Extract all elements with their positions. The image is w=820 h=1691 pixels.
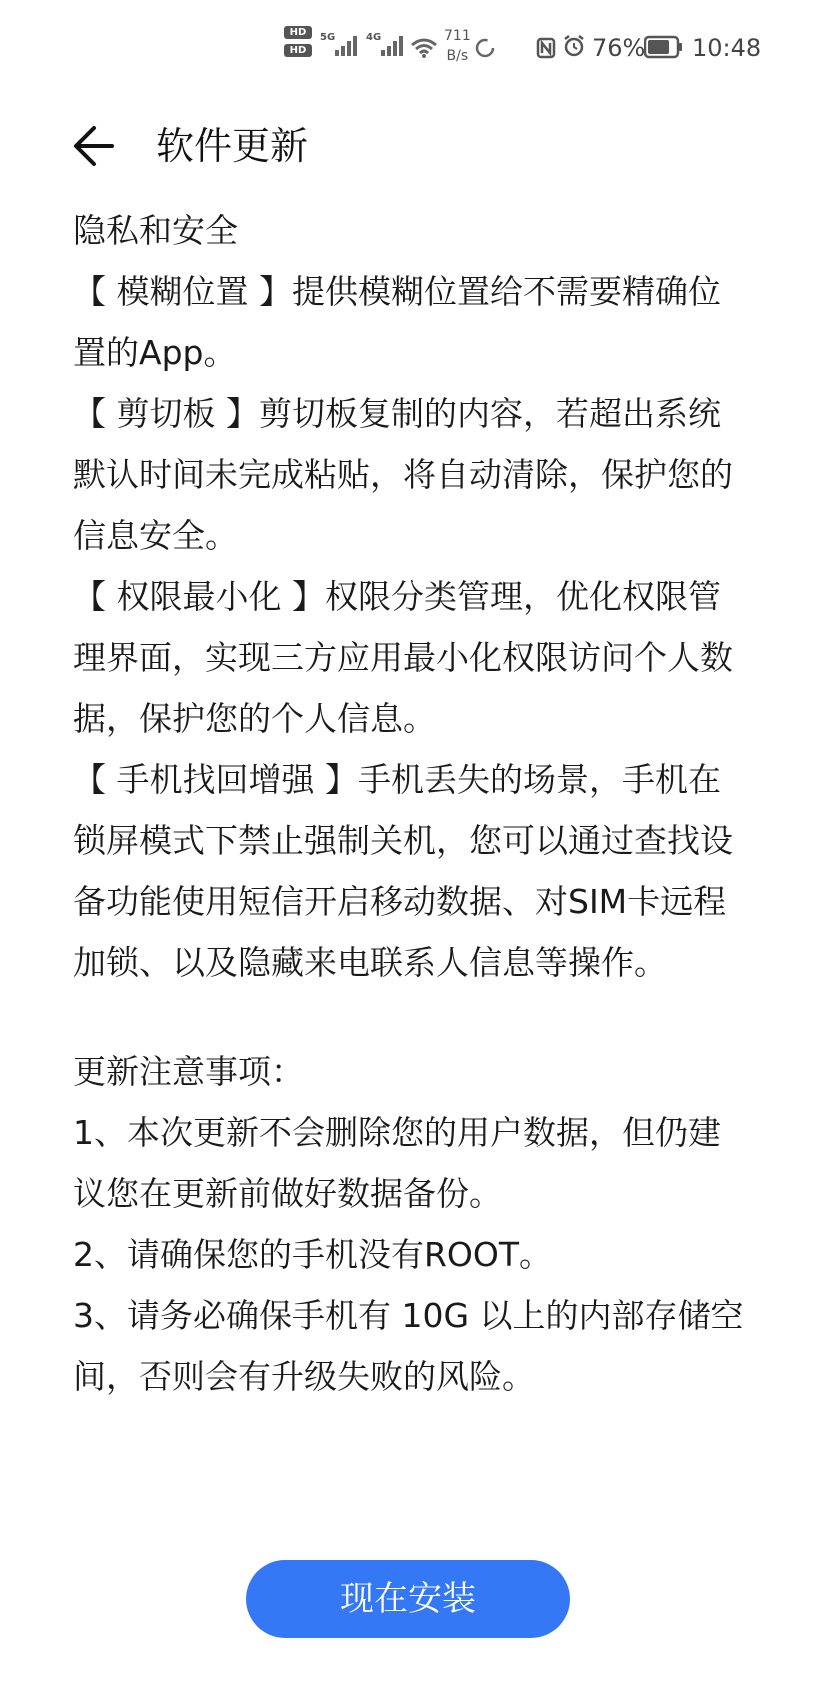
status-bar [0,0,820,94]
app-header [0,94,820,210]
notes-item: 2、请确保您的手机没有ROOT。 [73,1235,553,1274]
arrow-left-icon [64,114,128,178]
release-notes[interactable] [73,200,753,1500]
clock-time: 10:48 [692,34,762,62]
privacy-item: 【 剪切板 】剪切板复制的内容，若超出系统默认时间未完成粘贴，将自动清除，保护您的信息安全。 [73,394,733,555]
notes-item: 1、本次更新不会删除您的用户数据，但仍建议您在更新前做好数据备份。 [73,1113,721,1213]
nfc-icon [536,36,556,60]
back-button[interactable] [64,114,128,178]
wifi-icon [410,36,438,60]
sync-icon [474,36,496,60]
signal-icon [334,34,360,58]
page-title: 软件更新 [156,124,309,168]
privacy-item: 【 模糊位置 】提供模糊位置给不需要精确位置的App。 [73,272,721,372]
battery-percent: 76% [592,34,646,62]
notes-item: 3、请务必确保手机有 10G 以上的内部存储空间，否则会有升级失败的风险。 [73,1296,744,1396]
hd-badge-sim1: HD [284,26,312,39]
hd-indicators [284,26,318,70]
privacy-section-title: 隐私和安全 [73,211,238,250]
network-speed-unit: B/s [446,48,469,64]
privacy-item: 【 手机找回增强 】手机丢失的场景，手机在锁屏模式下禁止强制关机，您可以通过查找设备功能使用短信开启移动数据、对SIM卡远程加锁、以及隐藏来电联系人信息等操作。 [73,760,733,982]
section-spacer [73,993,753,1041]
network-speed-value: 711 [444,28,471,44]
network-type-2: 4G [366,32,382,43]
signal-icon [380,34,406,58]
network-type-1: 5G [320,32,336,43]
privacy-item: 【 权限最小化 】权限分类管理，优化权限管理界面，实现三方应用最小化权限访问个人数据，保护您的个人信息。 [73,577,733,738]
install-now-button[interactable]: 现在安装 [246,1560,570,1638]
alarm-icon [562,34,586,58]
content-fade [0,1470,820,1510]
notes-section-title: 更新注意事项： [73,1052,304,1091]
network-speed [444,26,471,66]
hd-badge-sim2: HD [284,44,312,57]
battery-icon [644,35,684,59]
